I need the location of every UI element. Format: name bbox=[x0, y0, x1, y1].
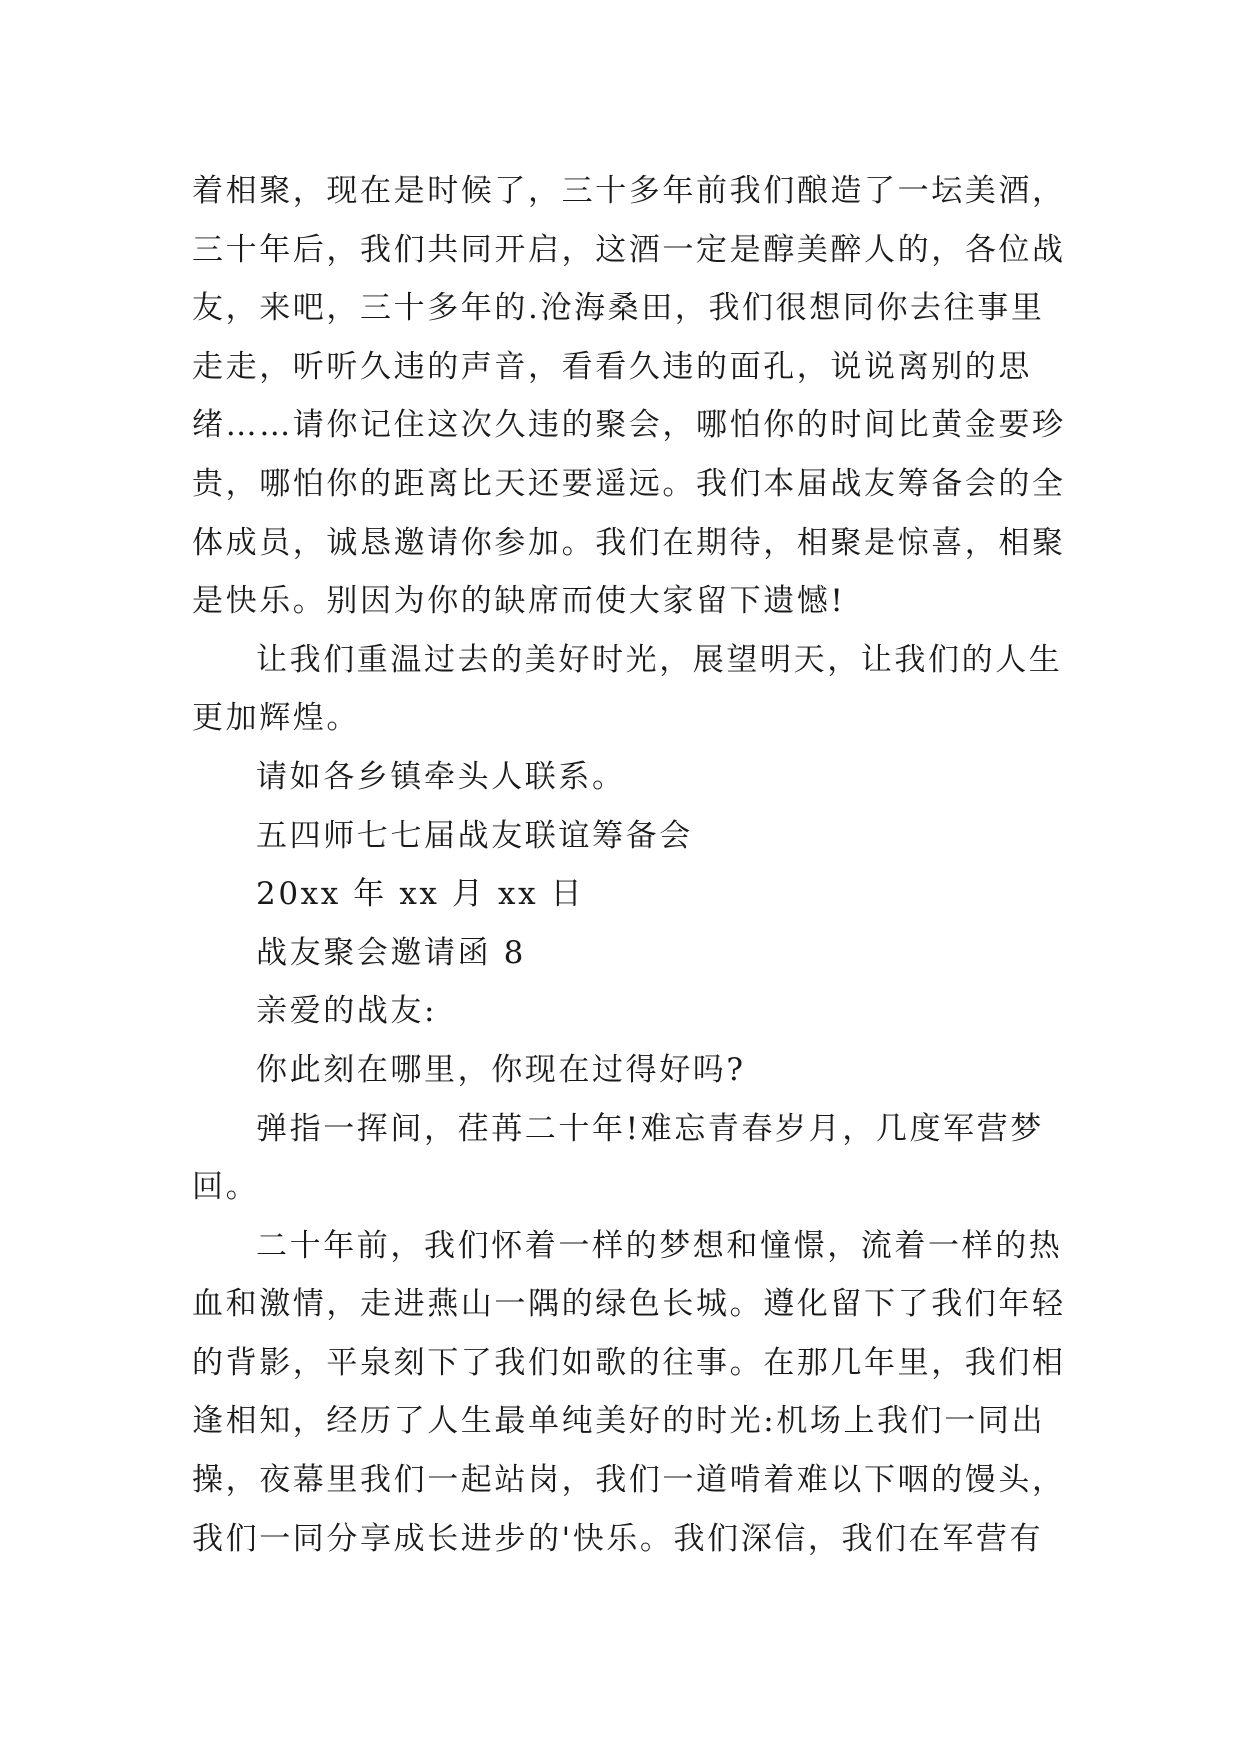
text-line-2: 三十年后，我们共同开启，这酒一定是醇美醉人的，各位战 bbox=[192, 231, 1066, 268]
salutation: 亲爱的战友: bbox=[256, 993, 438, 1030]
text-line-17: 弹指一挥间，荏苒二十年!难忘青春岁月，几度军营梦 bbox=[256, 1110, 1044, 1147]
text-line-19: 二十年前，我们怀着一样的梦想和憧憬，流着一样的热 bbox=[256, 1227, 1063, 1264]
section-title: 战友聚会邀请函 8 bbox=[256, 934, 526, 971]
text-line-5: 绪……请你记住这次久违的聚会，哪怕你的时间比黄金要珍 bbox=[192, 407, 1066, 444]
text-line-8: 是快乐。别因为你的缺席而使大家留下遗憾! bbox=[192, 583, 846, 620]
text-line-10: 更加辉煌。 bbox=[192, 700, 360, 737]
text-line-11: 请如各乡镇牵头人联系。 bbox=[256, 758, 626, 795]
text-line-21: 的背影，平泉刻下了我们如歌的往事。在那几年里，我们相 bbox=[192, 1344, 1066, 1381]
document-body bbox=[192, 162, 1072, 1568]
text-line-1: 着相聚，现在是时候了，三十多年前我们酿造了一坛美酒， bbox=[192, 173, 1066, 209]
text-line-4: 走走，听听久违的声音，看看久违的面孔，说说离别的思 bbox=[192, 348, 1032, 385]
signature-organization: 五四师七七届战友联谊筹备会 bbox=[256, 817, 693, 854]
text-line-6: 贵，哪怕你的距离比天还要遥远。我们本届战友筹备会的全 bbox=[192, 465, 1066, 502]
text-line-20: 血和激情，走进燕山一隅的绿色长城。遵化留下了我们年轻 bbox=[192, 1286, 1066, 1323]
text-line-18: 回。 bbox=[192, 1169, 260, 1206]
text-line-22: 逢相知，经历了人生最单纯美好的时光:机场上我们一同出 bbox=[192, 1403, 1046, 1440]
text-line-24: 我们一同分享成长进步的'快乐。我们深信，我们在军营有 bbox=[192, 1520, 1044, 1557]
text-line-16: 你此刻在哪里，你现在过得好吗? bbox=[256, 1051, 746, 1088]
text-line-7: 体成员，诚恳邀请你参加。我们在期待，相聚是惊喜，相聚 bbox=[192, 524, 1066, 561]
signature-date: 20xx 年 xx 月 xx 日 bbox=[256, 876, 585, 913]
text-line-9: 让我们重温过去的美好时光，展望明天，让我们的人生 bbox=[256, 641, 1063, 678]
text-line-3: 友，来吧，三十多年的.沧海桑田，我们很想同你去往事里 bbox=[192, 290, 1045, 327]
text-line-23: 操，夜幕里我们一起站岗，我们一道啃着难以下咽的馒头， bbox=[192, 1462, 1066, 1499]
